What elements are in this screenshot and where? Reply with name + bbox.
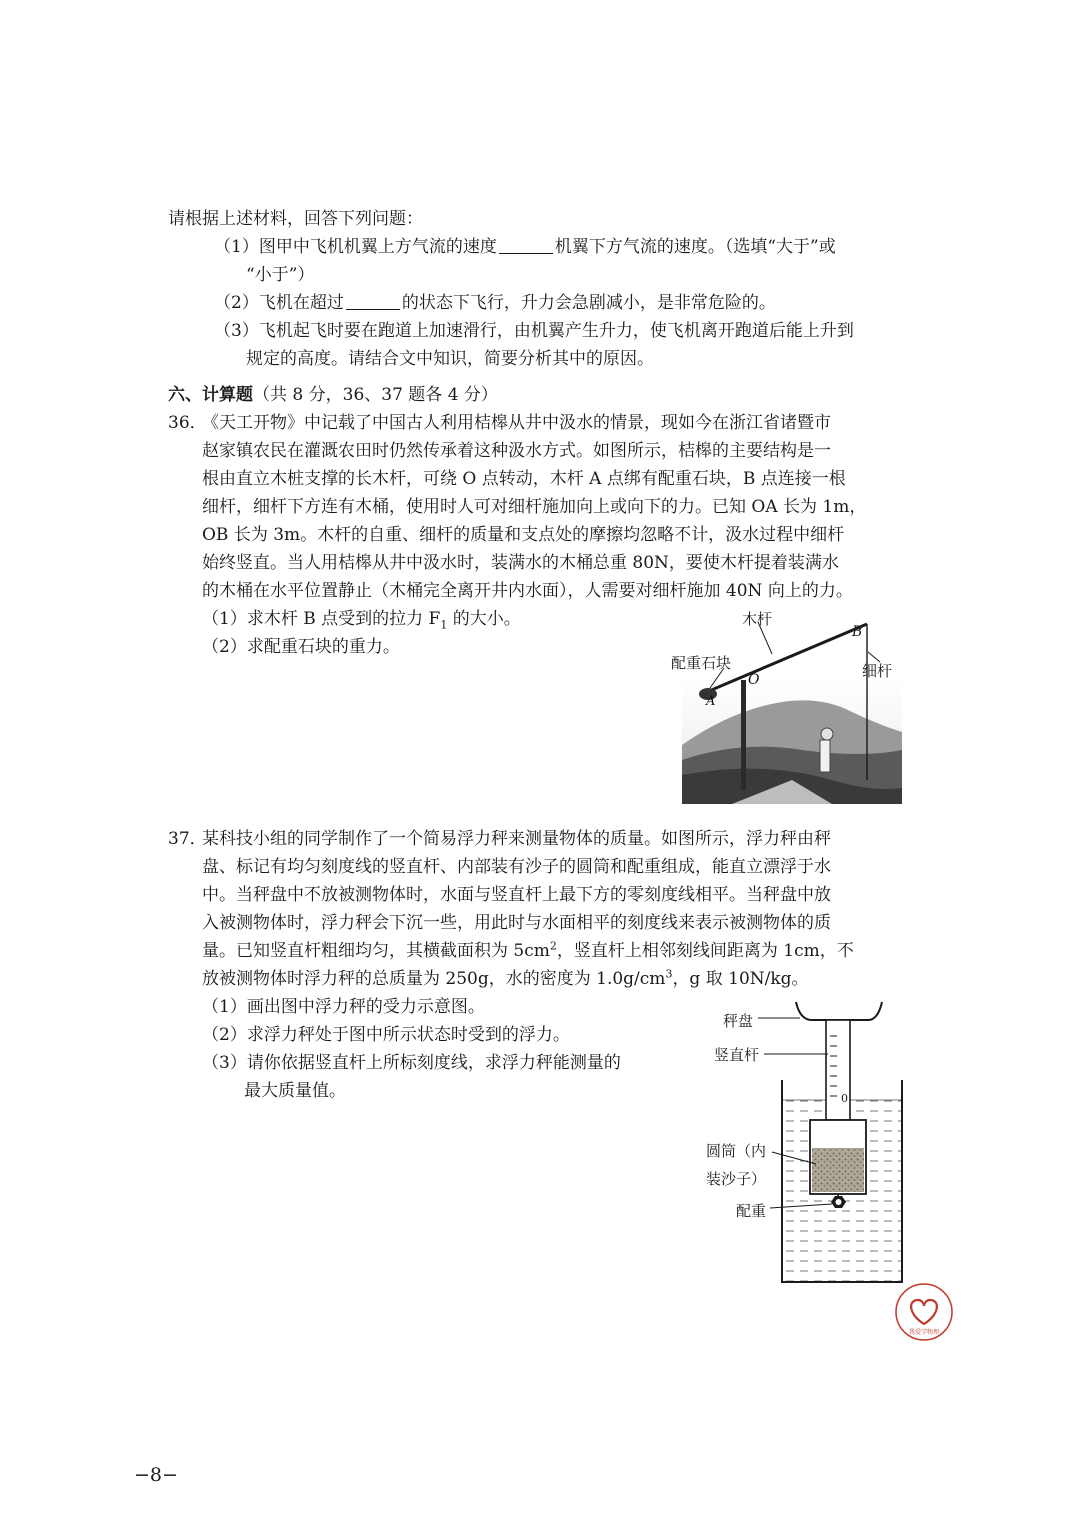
q37-l5-sup: 2 [549,939,557,953]
q35-p2-blank [346,291,400,310]
nut-hole [836,1199,842,1205]
q35-part2 [214,290,776,316]
q36-line: 始终竖直。当人用桔槔从井中汲水时，装满水的木桶总重 80N，要使木杆提着装满水 [202,553,839,573]
q36-line: 根由直立木桩支撑的长木杆，可绕 O 点转动，木杆 A 点绑有配重石块，B 点连接一根 [202,469,846,489]
q37-line: 某科技小组的同学制作了一个简易浮力秤来测量物体的质量。如图所示，浮力秤由秤 [202,829,831,849]
label-wooden-rod: 木杆 [742,610,773,628]
q36-line: 赵家镇农民在灌溉农田时仍然传承着这种汲水方式。如图所示，桔槔的主要结构是一 [202,441,831,461]
label-point-A: A [706,694,716,709]
q36-sub2: （2）求配重石块的重力。 [202,637,400,657]
label-counterweight: 配重 [736,1202,767,1220]
q37-number: 37． [168,829,207,849]
q37-sub3: （3）请你依据竖直杆上所标刻度线，求浮力秤能测量的 [202,1053,621,1073]
q36-sub1-pre: （1）求木杆 B 点受到的拉力 F [202,609,441,629]
stamp-text: 我爱学物理 [908,1329,940,1336]
q36-line: 细杆，细杆下方连有木桶，使用时人可对细杆施加向上或向下的力。已知 OA 长为 1m， [202,497,867,517]
scale-pan [796,1002,882,1020]
label-point-B: B [852,624,863,640]
q35-p2-a: 飞机在超过 [258,293,344,313]
q36-sub1-index: 1 [440,618,448,632]
q37-sub3-cont: 最大质量值。 [244,1081,346,1101]
q35-p1-blank [499,235,553,254]
q37-line: 入被测物体时，浮力秤会下沉一些，用此时与水面相平的刻度线来表示被测物体的质 [202,913,831,933]
q35-p1-num: （1） [214,237,259,257]
label-point-O: O [748,672,760,688]
q36-line: 的木桶在水平位置静止（木桶完全离开井内水面），人需要对细杆施加 40N 向上的力。 [202,581,853,601]
q37-l5-b: ，竖直杆上相邻刻线间距离为 1cm，不 [556,941,854,961]
section-note: （共 8 分，36、37 题各 4 分） [253,385,498,405]
q37-l6-sup: 3 [665,967,673,981]
q35-p1-b: 机翼下方气流的速度。（选填“大于”或 [554,237,836,257]
label-vertical-rod: 竖直杆 [714,1046,760,1064]
q37-line [202,966,809,992]
q37-line: 盘、标记有均匀刻度线的竖直杆、内部装有沙子的圆筒和配重组成，能直立漂浮于水 [202,857,831,877]
section-title: 六、计算题 [168,385,253,405]
label-cylinder-2: 装沙子） [706,1170,767,1188]
q37-l6-a: 放被测物体时浮力秤的总质量为 250g，水的密度为 1.0g/cm [202,969,666,989]
label-cylinder-1: 圆筒（内 [706,1142,767,1160]
logo-stamp [894,1282,954,1342]
q37-l6-b: ，g 取 10N/kg。 [672,969,809,989]
q35-p3-cont: 规定的高度。请结合文中知识，简要分析其中的原因。 [246,349,654,369]
q35-p2-b: 的状态下飞行，升力会急剧减小，是非常危险的。 [401,293,776,313]
label-scale-pan: 秤盘 [723,1012,754,1030]
q36-line: 《天工开物》中记载了中国古人利用桔槔从井中汲水的情景，现如今在浙江省诸暨市 [202,413,831,433]
intro-text: 请根据上述材料，回答下列问题： [168,209,423,229]
label-counterweight: 配重石块 [671,654,732,672]
q37-line [202,938,854,964]
q35-p3-num: （3） [214,321,259,341]
q36-number: 36． [168,413,207,433]
person-figure [820,740,830,772]
q35-p1-a: 图甲中飞机机翼上方气流的速度 [258,237,497,257]
sand [812,1148,864,1192]
page-number: −8− [134,1464,178,1486]
q35-p2-num: （2） [214,293,259,313]
vertical-rod [826,1020,850,1120]
q37-line: 中。当秤盘中不放被测物体时，水面与竖直杆上最下方的零刻度线相平。当秤盘中放 [202,885,831,905]
person-head [821,728,833,740]
q36-line: OB 长为 3m。木杆的自重、细杆的质量和支点处的摩擦均忽略不计，汲水过程中细杆 [202,525,845,545]
q35-part1 [214,234,836,260]
q37-l5-a: 量。已知竖直杆粗细均匀，其横截面积为 5cm [202,941,550,961]
q36-sub1 [202,606,521,632]
wooden-post [741,680,746,790]
q36-sub1-post: 的大小。 [447,609,521,629]
q35-part3 [214,318,854,344]
section-heading [168,382,498,408]
q37-sub2: （2）求浮力秤处于图中所示状态时受到的浮力。 [202,1025,570,1045]
q37-sub1: （1）画出图中浮力秤的受力示意图。 [202,997,485,1017]
q35-p3-a: 飞机起飞时要在跑道上加速滑行，由机翼产生升力，使飞机离开跑道后能上升到 [258,321,854,341]
label-zero-mark: 0 [841,1092,848,1105]
q35-p1-cont: “小于”） [246,265,315,285]
label-thin-rod: 细杆 [862,662,893,680]
